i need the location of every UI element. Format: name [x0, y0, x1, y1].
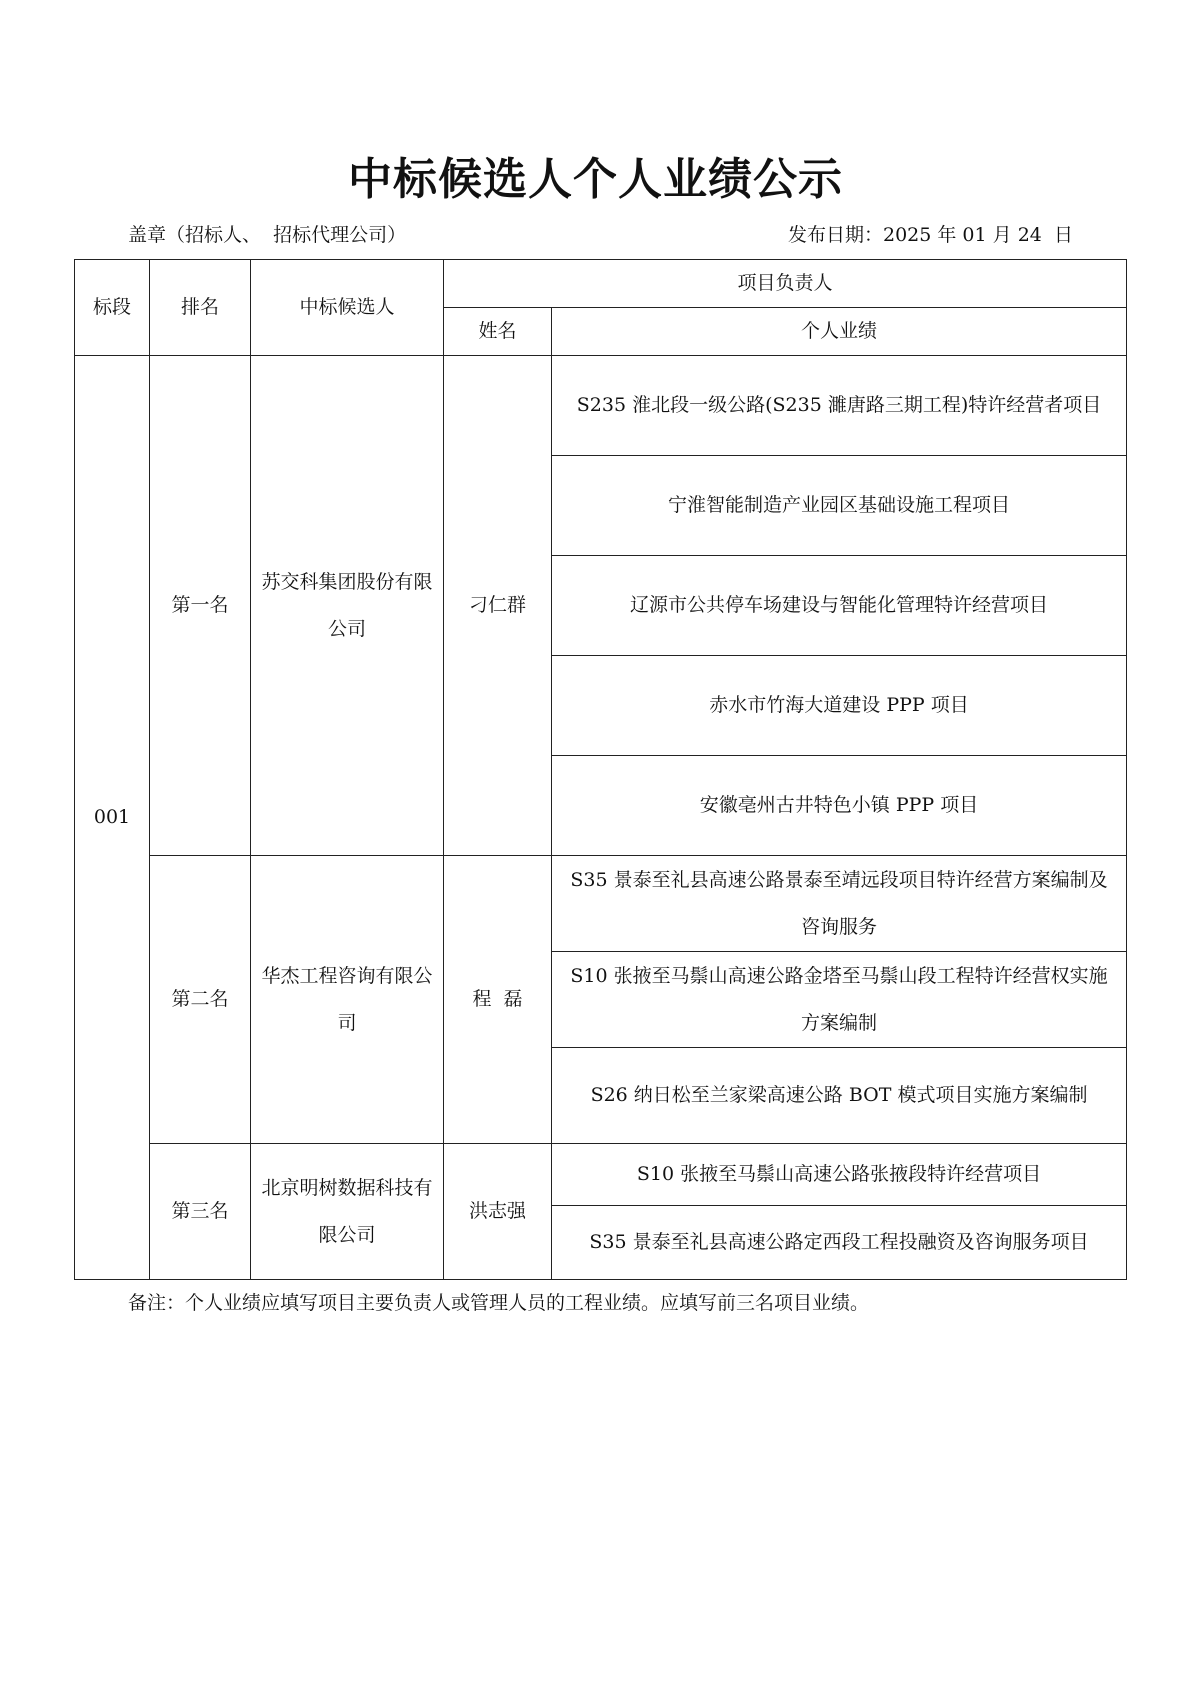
performance-cell: S10 张掖至马鬃山高速公路金塔至马鬃山段工程特许经营权实施方案编制 — [552, 952, 1127, 1048]
company-cell: 北京明树数据科技有限公司 — [251, 1144, 444, 1280]
publish-date: 发布日期：2025 年 01 月 24 日 — [788, 224, 1073, 246]
performance-cell: 宁淮智能制造产业园区基础设施工程项目 — [552, 456, 1127, 556]
table-row — [75, 356, 1127, 456]
section-no: 001 — [75, 356, 150, 1280]
header-rank: 排名 — [150, 260, 251, 356]
rank-cell: 第一名 — [150, 356, 251, 856]
performance-cell: 赤水市竹海大道建设 PPP 项目 — [552, 656, 1127, 756]
stamp-label: 盖章（招标人、 招标代理公司） — [128, 224, 407, 246]
rank-cell: 第三名 — [150, 1144, 251, 1280]
company-cell: 苏交科集团股份有限公司 — [251, 356, 444, 856]
company-cell: 华杰工程咨询有限公司 — [251, 856, 444, 1144]
header-row-1 — [75, 260, 1127, 308]
performance-cell: S35 景泰至礼县高速公路定西段工程投融资及咨询服务项目 — [552, 1206, 1127, 1280]
header-performance: 个人业绩 — [552, 308, 1127, 356]
performance-cell: S10 张掖至马鬃山高速公路张掖段特许经营项目 — [552, 1144, 1127, 1206]
performance-cell: S235 淮北段一级公路(S235 濉唐路三期工程)特许经营者项目 — [552, 356, 1127, 456]
performance-cell: S26 纳日松至兰家梁高速公路 BOT 模式项目实施方案编制 — [552, 1048, 1127, 1144]
manager-cell: 刁仁群 — [444, 356, 552, 856]
document-title: 中标候选人个人业绩公示 — [348, 154, 843, 205]
manager-cell: 程 磊 — [444, 856, 552, 1144]
header-section: 标段 — [75, 260, 150, 356]
performance-cell: S35 景泰至礼县高速公路景泰至靖远段项目特许经营方案编制及咨询服务 — [552, 856, 1127, 952]
table-row — [75, 856, 1127, 952]
results-table — [74, 259, 1127, 1280]
manager-cell: 洪志强 — [444, 1144, 552, 1280]
table-row — [75, 1144, 1127, 1206]
header-manager-group: 项目负责人 — [444, 260, 1127, 308]
performance-cell: 安徽亳州古井特色小镇 PPP 项目 — [552, 756, 1127, 856]
rank-cell: 第二名 — [150, 856, 251, 1144]
footnote: 备注：个人业绩应填写项目主要负责人或管理人员的工程业绩。应填写前三名项目业绩。 — [128, 1292, 870, 1314]
header-name: 姓名 — [444, 308, 552, 356]
header-candidate: 中标候选人 — [251, 260, 444, 356]
performance-cell: 辽源市公共停车场建设与智能化管理特许经营项目 — [552, 556, 1127, 656]
